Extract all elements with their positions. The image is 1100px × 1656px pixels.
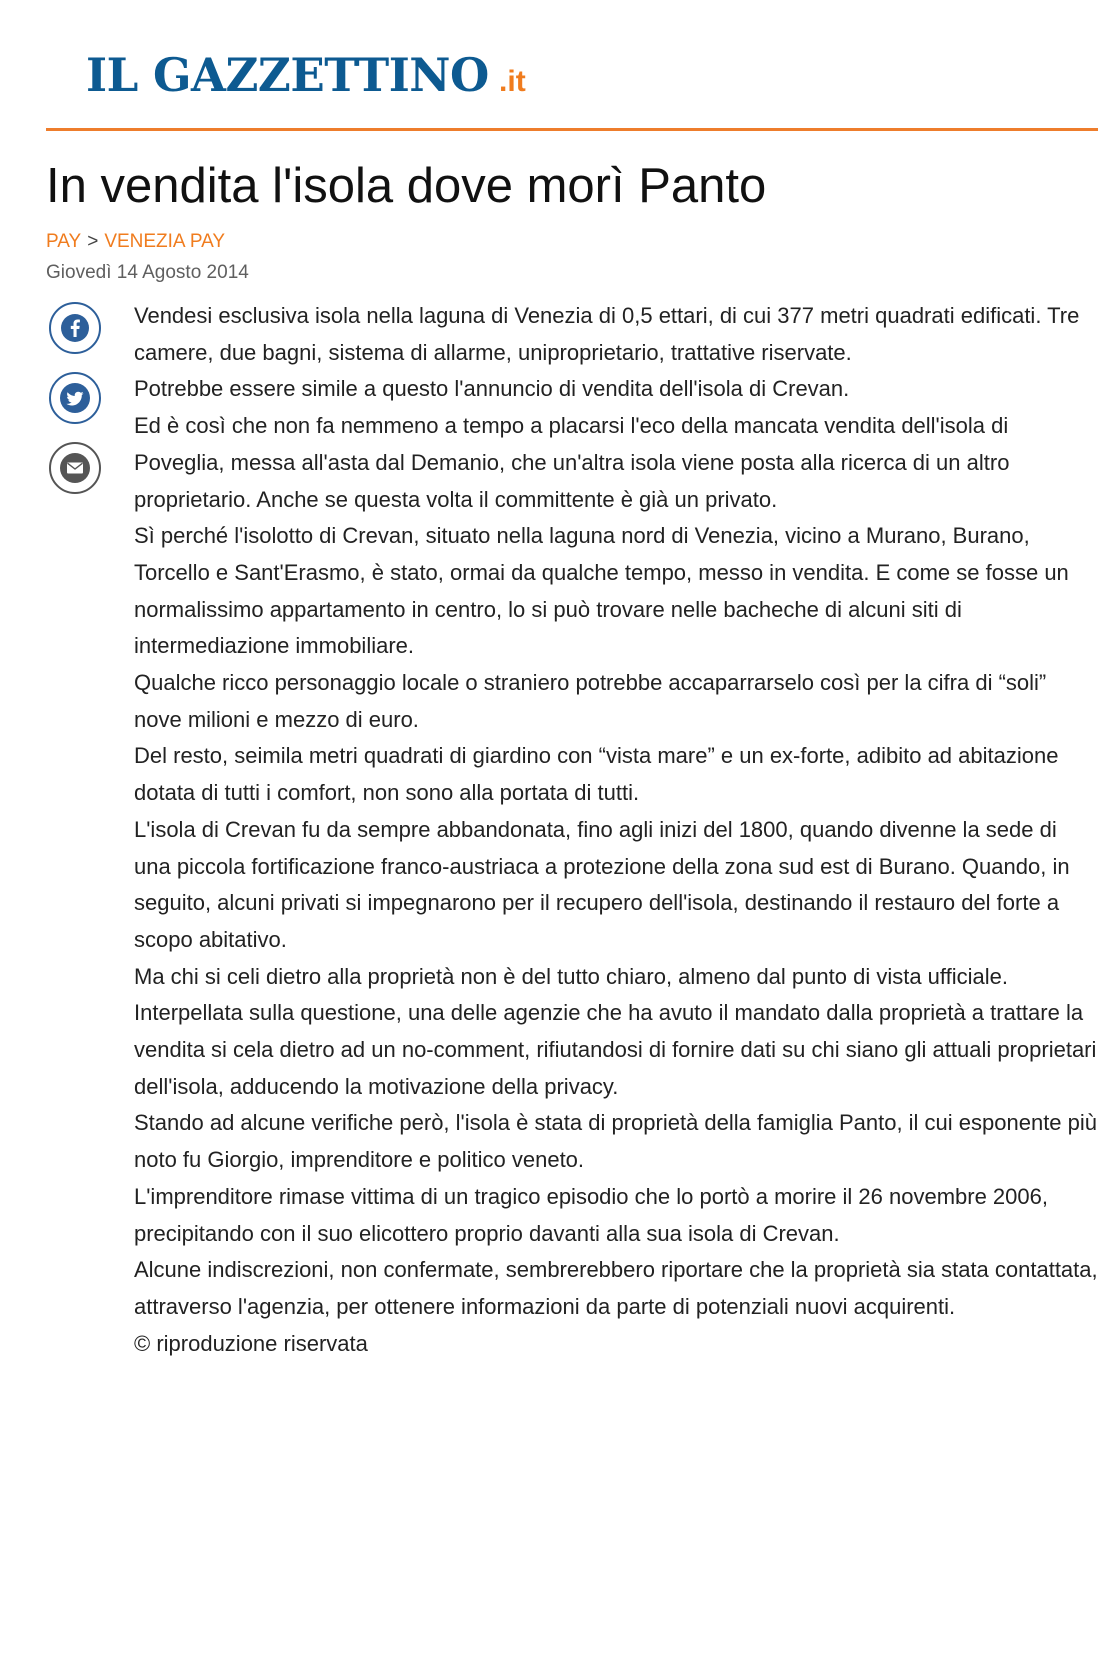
breadcrumb-separator: > [87,231,99,252]
logo-wordmark: IL GAZZETTINO [86,48,489,102]
article-body [134,298,1098,1362]
article-paragraph: Sì perché l'isolotto di Crevan, situato nella laguna nord di Venezia, vicino a Murano, Burano, Torcello e Sant'Erasmo, è stato, ormai da qualche tempo, messo in vendita. E come se fosse un normalissimo appartamento in centro, lo si può trovare nelle bacheche di alcuni siti di intermediazione immobiliare. [134,523,1069,659]
facebook-icon [60,313,90,343]
article-paragraph: Alcune indiscrezioni, non confermate, sembrerebbero riportare che la proprietà sia stata contattata, attraverso l'agenzia, per ottenere informazioni da parte di potenziali nuovi acquirenti. [134,1257,1098,1319]
article-paragraph: Vendesi esclusiva isola nella laguna di Venezia di 0,5 ettari, di cui 377 metri quadrati edificati. Tre camere, due bagni, sistema di allarme, uniproprietario, trattative riservate. [134,303,1080,365]
breadcrumb-item-pay[interactable]: PAY [46,231,82,252]
share-email-button[interactable] [49,442,101,494]
share-buttons [49,302,105,512]
breadcrumb-item-venezia-pay[interactable]: VENEZIA PAY [104,231,226,252]
article-paragraph: Stando ad alcune verifiche però, l'isola è stata di proprietà della famiglia Panto, il cui esponente più noto fu Giorgio, imprenditore e politico veneto. [134,1110,1098,1173]
site-logo[interactable] [86,48,526,108]
article-date: Giovedì 14 Agosto 2014 [46,262,249,283]
article-paragraph: Del resto, seimila metri quadrati di giardino con “vista mare” e un ex-forte, adibito ad abitazione dotata di tutti i comfort, non sono alla portata di tutti. [134,743,1059,806]
breadcrumb [46,230,225,254]
article-paragraph: L'imprenditore rimase vittima di un tragico episodio che lo portò a morire il 26 novembre 2006, precipitando con il suo elicottero proprio davanti alla sua isola di Crevan. [134,1183,1048,1246]
article-paragraph: Qualche ricco personaggio locale o straniero potrebbe accaparrarselo così per la cifra di “soli” nove milioni e mezzo di euro. [134,670,1047,732]
article-paragraph: Potrebbe essere simile a questo l'annuncio di vendita dell'isola di Crevan. [134,376,850,402]
masthead-divider [46,128,1098,131]
logo-domain-suffix: .it [499,65,526,98]
share-facebook-button[interactable] [49,302,101,354]
twitter-icon [59,382,91,414]
article-paragraph: Ma chi si celi dietro alla proprietà non è del tutto chiaro, almeno dal punto di vista ufficiale. [134,963,1008,989]
mail-icon [59,452,91,484]
article-paragraph: L'isola di Crevan fu da sempre abbandonata, fino agli inizi del 1800, quando divenne la sede di una piccola fortificazione franco-austriaca a protezione della zona sud est di Burano. Quando, in seguito, alcuni privati si impegnarono per il recupero dell'isola, destinando il restauro del forte a scopo abitativo. [134,816,1070,952]
article-title: In vendita l'isola dove morì Panto [46,159,767,213]
share-twitter-button[interactable] [49,372,101,424]
article-paragraph: Interpellata sulla questione, una delle agenzie che ha avuto il mandato dalla proprietà a trattare la vendita si cela dietro ad un no-comment, rifiutandosi di fornire dati su chi siano gli attuali proprietari dell'isola, adducendo la motivazione della privacy. [134,1000,1097,1099]
article-paragraph: Ed è così che non fa nemmeno a tempo a placarsi l'eco della mancata vendita dell'isola di Poveglia, messa all'asta dal Demanio, che un'altra isola viene posta alla ricerca di un altro proprietario. Anche se questa volta il committente è già un privato. [134,413,1010,512]
copyright-notice: © riproduzione riservata [134,1330,368,1356]
